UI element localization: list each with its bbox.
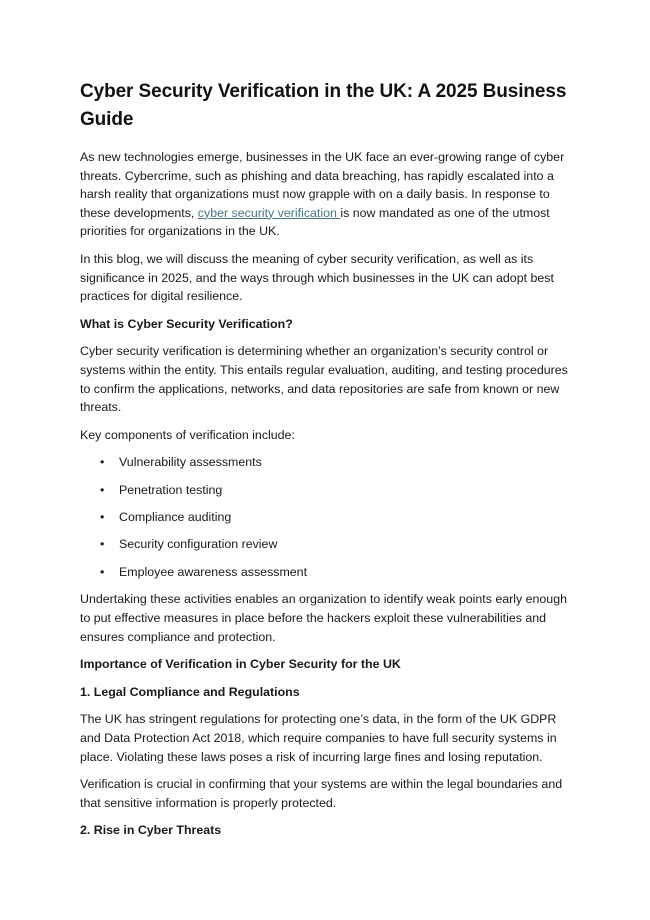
list-item-text: Employee awareness assessment xyxy=(119,564,308,579)
bullet-icon: • xyxy=(100,537,105,552)
components-list xyxy=(80,453,570,581)
bullet-icon: • xyxy=(100,455,105,470)
blog-paragraph: In this blog, we will discuss the meaning of cyber security verification, as well as its significance in 2025, and the ways through which businesses in the UK can adopt best practices for digital resilience. xyxy=(80,251,554,304)
list-item xyxy=(80,453,570,472)
list-item xyxy=(80,481,570,500)
list-item-text: Penetration testing xyxy=(119,482,223,497)
list-item-text: Vulnerability assessments xyxy=(119,455,262,470)
bullet-icon: • xyxy=(100,564,105,579)
section-heading-what-is: What is Cyber Security Verification? xyxy=(80,316,293,331)
verification-paragraph: Verification is crucial in confirming that your systems are within the legal boundaries and that sensitive information is properly protected. xyxy=(80,777,563,810)
definition-paragraph: Cyber security verification is determining whether an organization’s security control or systems within the entity. This entails regular evaluation, auditing, and testing procedures to confirm the applications, networks, and data repositories are safe from known or new threats. xyxy=(80,344,568,415)
list-item xyxy=(80,563,570,582)
undertaking-paragraph: Undertaking these activities enables an organization to identify weak points early enough to put effective measures in place before the hackers exploit these vulnerabilities and ensures compliance and protection. xyxy=(80,592,567,644)
list-item-text: Compliance auditing xyxy=(119,510,232,525)
subheading-rise-in-threats: 2. Rise in Cyber Threats xyxy=(80,823,222,838)
list-item xyxy=(80,535,570,554)
bullet-icon: • xyxy=(100,482,105,497)
list-item-text: Security configuration review xyxy=(119,537,278,552)
document-title: Cyber Security Verification in the UK: A 2025 Business Guide xyxy=(80,81,567,130)
components-intro-paragraph: Key components of verification include: xyxy=(80,427,295,442)
intro-paragraph xyxy=(80,148,570,241)
list-item xyxy=(80,508,570,527)
subheading-legal-compliance: 1. Legal Compliance and Regulations xyxy=(80,684,300,699)
intro-text-before-link: As new technologies emerge, businesses in the UK face an ever-growing range of cyber threats. Cybercrime, such as phishing and data breaching, has rapidly escalated into a harsh reality that organizations must now grapple with on a daily basis. In response to these developments, xyxy=(80,150,565,220)
section-heading-importance: Importance of Verification in Cyber Security for the UK xyxy=(80,657,401,672)
bullet-icon: • xyxy=(100,510,105,525)
cyber-security-verification-link[interactable]: cyber security verification xyxy=(197,205,341,220)
intro-text-after-link: is now mandated as one of the utmost priorities for organizations in the UK. xyxy=(80,205,550,239)
legal-paragraph: The UK has stringent regulations for protecting one’s data, in the form of the UK GDPR and Data Protection Act 2018, which require companies to have full security systems in place. Violating these laws poses a risk of incurring large fines and losing reputation. xyxy=(80,712,557,764)
